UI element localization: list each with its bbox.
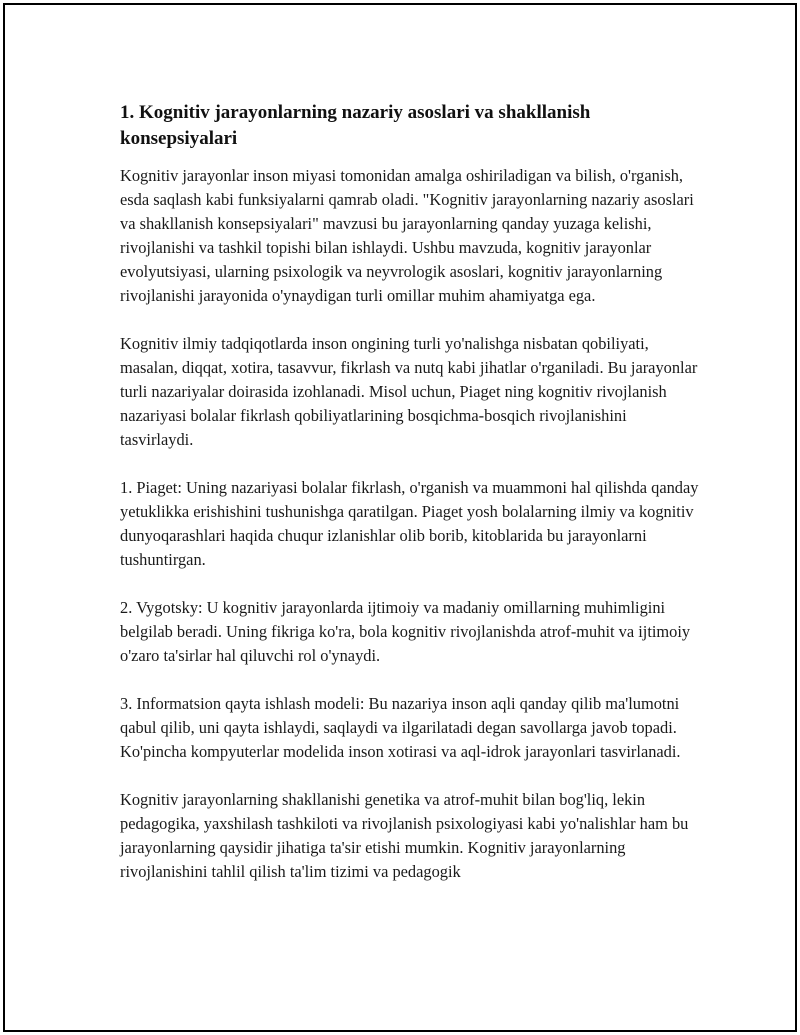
- paragraph-piaget: 1. Piaget: Uning nazariyasi bolalar fikrlash, o'rganish va muammoni hal qilishda qanday yetuklikka erishishini tushunishga qaratilgan. Piaget yosh bolalarning ilmiy va kognitiv dunyoqarashlari haqida chuqur izlanishlar olib borib, kitoblarida bu jarayonlarni tushuntirgan.: [120, 478, 699, 569]
- document-page: [3, 3, 797, 1032]
- paragraph-vygotsky: 2. Vygotsky: U kognitiv jarayonlarda ijtimoiy va madaniy omillarning muhimligini belgilab beradi. Uning fikriga ko'ra, bola kognitiv rivojlanishda atrof-muhit va ijtimoiy o'zaro ta'sirlar hal qiluvchi rol o'ynaydi.: [120, 598, 691, 665]
- paragraph-formation: Kognitiv jarayonlarning shakllanishi genetika va atrof-muhit bilan bog'liq, lekin pedagogika, yaxshilash tashkiloti va rivojlanish psixologiyasi kabi yo'nalishlar ham bu jarayonlarning qaysidir jihatiga ta'sir etishi mumkin. Kognitiv jarayonlarning rivojlanishini tahlil qilish ta'lim tizimi va pedagogik: [120, 790, 689, 881]
- document-content: [120, 100, 700, 884]
- section-title: 1. Kognitiv jarayonlarning nazariy asoslari va shakllanish konsepsiyalari: [120, 102, 591, 149]
- paragraph-information-processing: 3. Informatsion qayta ishlash modeli: Bu nazariya inson aqli qanday qilib ma'lumotni qabul qilib, uni qayta ishlaydi, saqlaydi va ilgarilatadi degan savollarga javob topadi. Ko'pincha kompyuterlar modelida inson xotirasi va aql-idrok jarayonlari tasvirlanadi.: [120, 694, 681, 761]
- paragraph-intro: Kognitiv jarayonlar inson miyasi tomonidan amalga oshiriladigan va bilish, o'rganish, esda saqlash kabi funksiyalarni qamrab oladi. "Kognitiv jarayonlarning nazariy asoslari va shakllanish konsepsiyalari" mavzusi bu jarayonlarning qanday yuzaga kelishi, rivojlanishi va tashkil topishi bilan ishlaydi. Ushbu mavzuda, kognitiv jarayonlar evolyutsiyasi, ularning psixologik va neyvrologik asoslari, kognitiv jarayonlarning rivojlanishi jarayonida o'ynaydigan turli omillar muhim ahamiyatga ega.: [120, 166, 694, 305]
- paragraph-cognitive-research: Kognitiv ilmiy tadqiqotlarda inson ongining turli yo'nalishga nisbatan qobiliyati, masalan, diqqat, xotira, tasavvur, fikrlash va nutq kabi jihatlar o'rganiladi. Bu jarayonlar turli nazariyalar doirasida izohlanadi. Misol uchun, Piaget ning kognitiv rivojlanish nazariyasi bolalar fikrlash qobiliyatlarining bosqichma-bosqich rivojlanishini tasvirlaydi.: [120, 334, 698, 449]
